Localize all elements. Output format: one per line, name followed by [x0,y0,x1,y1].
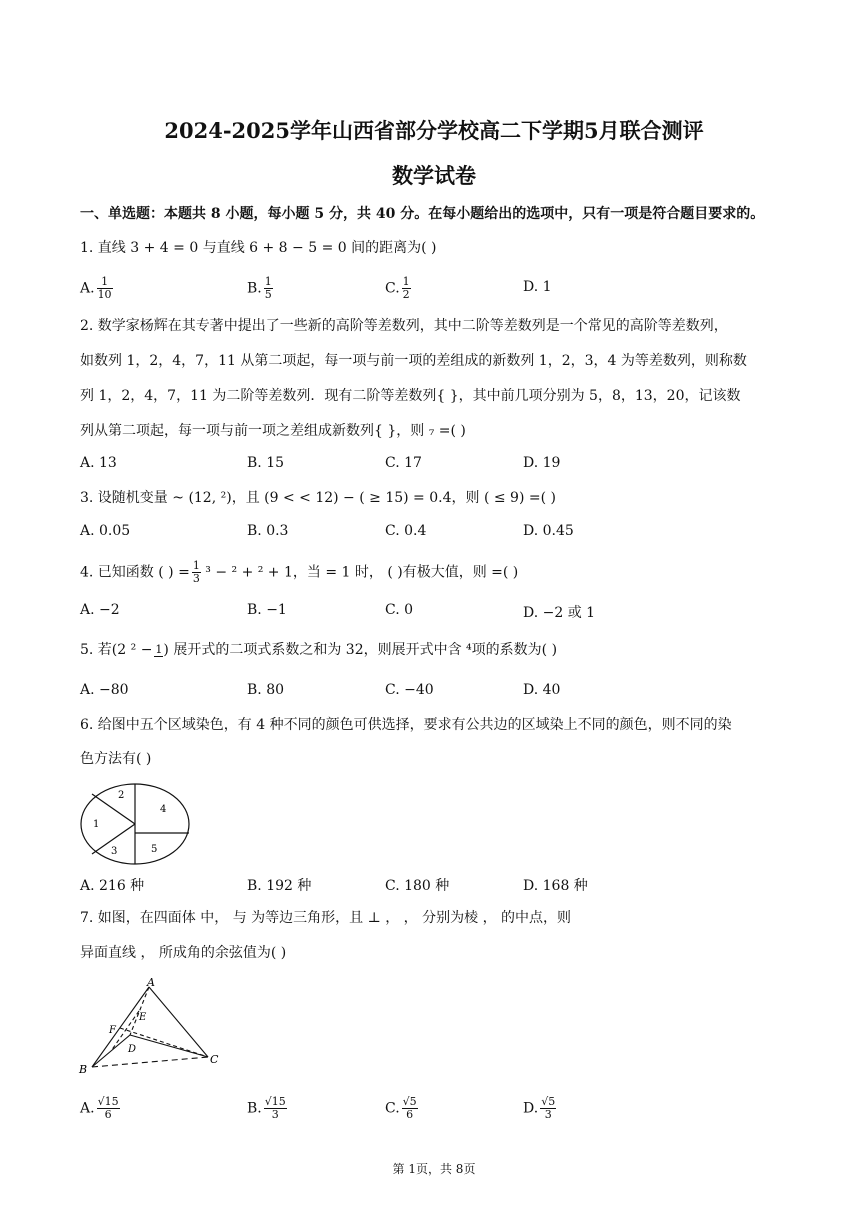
q1-a-numerator: 1 [97,276,113,289]
q1-option-a-label: A. [80,280,95,297]
q7-d-numerator: √5 [541,1095,556,1108]
q1-c-denominator: 2 [402,288,410,301]
q5-option-b: B. 80 [247,682,285,698]
q7-option-b-label: B. [247,1100,262,1117]
q7-option-c [385,1096,418,1121]
q6-option-d: D. 168 种 [523,878,588,894]
q3-option-d: D. 0.45 [523,523,574,539]
q4-option-b: B. −1 [247,602,287,618]
q5-option-c: C. −40 [385,682,434,698]
question-7-line-2: 异面直线 ， 所成角的余弦值为( ) [80,945,287,961]
five-region-figure [78,782,192,866]
q1-option-c [385,276,411,301]
q7-option-b [247,1096,287,1121]
point-label-F: F [109,1025,116,1036]
q7-option-c-label: C. [385,1100,400,1117]
page-title: 2024-2025学年山西省部分学校高二下学期5月联合测评 [164,118,704,143]
region-label-1: 1 [93,819,100,830]
q5-option-d: D. 40 [523,682,561,698]
edge-AC [149,987,208,1057]
q2-option-a: A. 13 [80,455,117,471]
q1-c-numerator: 1 [402,275,410,288]
section-heading: 一、单选题：本题共 8 小题，每小题 5 分，共 40 分。在每小题给出的选项中，只有一项是符合题目要求的。 [80,206,765,222]
q7-b-denominator: 3 [271,1108,279,1121]
q6-option-c: C. 180 种 [385,878,450,894]
region-label-5: 5 [151,844,158,855]
q5-stem-pre: 5. 若(2 ² − [80,642,153,658]
q5-frac-num: 1 [155,642,163,656]
q1-option-d: D. 1 [523,279,552,295]
question-1-stem: 1. 直线 3 + 4 = 0 与直线 6 + 8 − 5 = 0 间的距离为( ) [80,240,437,256]
question-3-stem: 3. 设随机变量 ~ (12, ²)，且 (9 < < 12) − ( ≥ 15) = 0.4，则 ( ≤ 9) =( ) [80,490,556,506]
question-4-stem [80,560,518,585]
q4-option-d: D. −2 或 1 [523,605,596,621]
q7-option-d [523,1096,556,1121]
q7-option-a-label: A. [80,1100,95,1117]
region-label-2: 2 [118,790,125,801]
q7-d-denominator: 3 [544,1108,552,1121]
q3-option-c: C. 0.4 [385,523,427,539]
vertex-label-A: A [147,976,155,989]
q2-option-b: B. 15 [247,455,285,471]
q4-stem-pre: 4. 已知函数 ( ) = [80,564,190,581]
q6-option-b: B. 192 种 [247,878,312,894]
q1-option-b-label: B. [247,280,262,297]
q1-option-a [80,276,113,301]
question-2-line-4: 列从第二项起，每一项与前一项之差组成新数列{ }，则 ₇ =( ) [80,423,466,439]
vertex-label-C: C [210,1053,219,1066]
question-6-line-1: 6. 给图中五个区域染色，有 4 种不同的颜色可供选择，要求有公共边的区域染上不同的颜色，则不同的染 [80,717,732,733]
q4-option-a: A. −2 [80,602,120,618]
tetrahedron-figure [76,975,226,1075]
question-5-stem [80,640,557,660]
q7-option-d-label: D. [523,1100,539,1117]
q7-c-denominator: 6 [406,1108,414,1121]
q4-option-c: C. 0 [385,602,414,618]
q3-option-a: A. 0.05 [80,523,131,539]
question-7-line-1: 7. 如图，在四面体 中， 与 为等边三角形，且 ⊥ ， ， 分别为棱 ， 的中点，则 [80,910,572,926]
region-label-4: 4 [160,804,167,815]
q3-option-b: B. 0.3 [247,523,289,539]
q4-frac-num: 1 [192,559,200,572]
q7-b-numerator: √15 [264,1095,286,1108]
edge-AD [130,987,149,1035]
edge-AB [92,987,149,1067]
question-2-line-3: 列 1，2，4，7，11 为二阶等差数列．现有二阶等差数列{ }，其中前几项分别为 5，8，13，20，记该数 [80,388,741,404]
q1-option-c-label: C. [385,280,400,297]
vertex-label-D: D [128,1044,137,1055]
point-label-E: E [139,1012,147,1023]
region-label-3: 3 [111,846,118,857]
q6-option-a: A. 216 种 [80,878,145,894]
q4-frac-den: 3 [192,572,200,585]
q1-option-b [247,276,273,301]
q5-option-a: A. −80 [80,682,129,698]
q2-option-c: C. 17 [385,455,422,471]
q1-b-numerator: 1 [264,275,272,288]
q1-a-denominator: 10 [97,288,112,301]
q1-b-denominator: 5 [264,288,272,301]
q7-a-numerator: √15 [97,1095,119,1108]
q4-stem-post: ³ − ² + ² + 1，当 = 1 时， ( )有极大值，则 =( ) [200,564,519,581]
question-6-line-2: 色方法有( ) [80,751,152,767]
q2-option-d: D. 19 [523,455,561,471]
question-2-line-1: 2. 数学家杨辉在其专著中提出了一些新的高阶等差数列，其中二阶等差数列是一个常见的高阶等差数列， [80,318,728,334]
q7-c-numerator: √5 [402,1095,417,1108]
edge-BC [92,1057,208,1067]
page-footer: 第 1页，共 8页 [392,1162,476,1176]
q7-option-a [80,1096,120,1121]
q5-stem-post: ) 展开式的二项式系数之和为 32，则展开式中含 ⁴项的系数为( ) [163,642,558,658]
page-subtitle: 数学试卷 [392,163,476,188]
vertex-label-B: B [79,1063,88,1075]
question-2-line-2: 如数列 1，2，4，7，11 从第二项起，每一项与前一项的差组成的新数列 1，2，3，4 为等差数列，则称数 [80,353,747,369]
q7-a-denominator: 6 [104,1108,112,1121]
